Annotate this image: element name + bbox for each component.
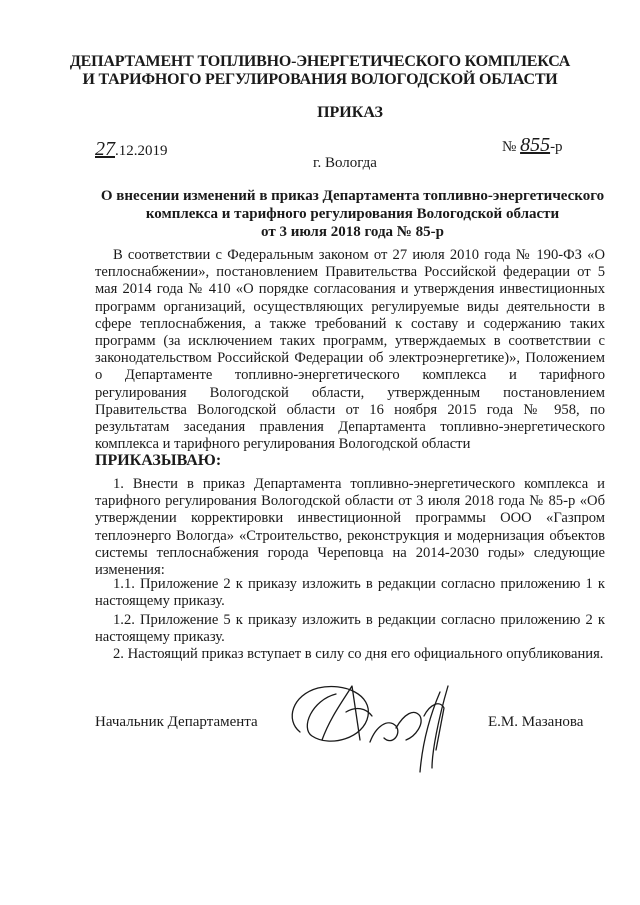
number-suffix: -р [550,139,563,155]
signature-title: Начальник Департамента [95,714,258,730]
city-line: г. Вологда [313,155,377,171]
preamble-paragraph: В соответствии с Федеральным законом от 27 июля 2010 года № 190-ФЗ «О теплоснабжении», постановлением Правительства Российской федерации от 5 мая 2014 года № 410 «О порядке согласования и утверждения инвестиционных программ организаций, осуществляющих регулируемые виды деятельности в сфере теплоснабжения, а также требований к составу и содержанию таких программ (за исключением таких программ, утверждаемых в соответствии с законодательством Российской Федерации об электроэнергетике)», Положением о Департаменте топливно-энергетического комплекса и тарифного регулирования Вологодской области, утвержденным постановлением Правительства Вологодской области от 16 ноября 2015 года № 958, по результатам заседания правления Департамента топливно-энергетического комплекса и тарифного регулирования Вологодской области [95,247,605,453]
date-day-handwritten: 27 [95,138,115,160]
number-handwritten: 855 [520,134,551,156]
signature-name: Е.М. Мазанова [488,714,584,730]
number-prefix: № [502,139,517,155]
department-header-line1: ДЕПАРТАМЕНТ ТОПЛИВНО-ЭНЕРГЕТИЧЕСКОГО КОМПЛЕКСА [69,53,571,70]
item-1-2-paragraph: 1.2. Приложение 5 к приказу изложить в редакции согласно приложению 2 к настоящему приказу. [95,612,605,646]
order-title: ПРИКАЗ [317,104,383,121]
item-1-1-paragraph: 1.1. Приложение 2 к приказу изложить в редакции согласно приложению 1 к настоящему приказу. [95,576,605,610]
item-2-paragraph: 2. Настоящий приказ вступает в силу со дня его официального опубликования. [113,646,604,662]
subject-line3: от 3 июля 2018 года № 85-р [261,224,444,240]
subject-line2: комплекса и тарифного регулирования Вологодской области [145,206,560,222]
subject-line1: О внесении изменений в приказ Департамента топливно-энергетического [100,188,605,204]
item-1-paragraph: 1. Внести в приказ Департамента топливно-энергетического комплекса и тарифного регулирования Вологодской области от 3 июля 2018 года № 85-р «Об утверждении корректировки инвестиционной программы ООО «Газпром теплоэнерго Вологда» «Строительство, реконструкция и модернизация объектов системы теплоснабжения города Череповца на 2014-2030 годы» следующие изменения: [95,476,605,579]
prikazyvayu-heading: ПРИКАЗЫВАЮ: [95,452,222,469]
date-rest: .12.2019 [115,143,168,159]
department-header-line2: И ТАРИФНОГО РЕГУЛИРОВАНИЯ ВОЛОГОДСКОЙ ОБЛАСТИ [82,71,558,88]
